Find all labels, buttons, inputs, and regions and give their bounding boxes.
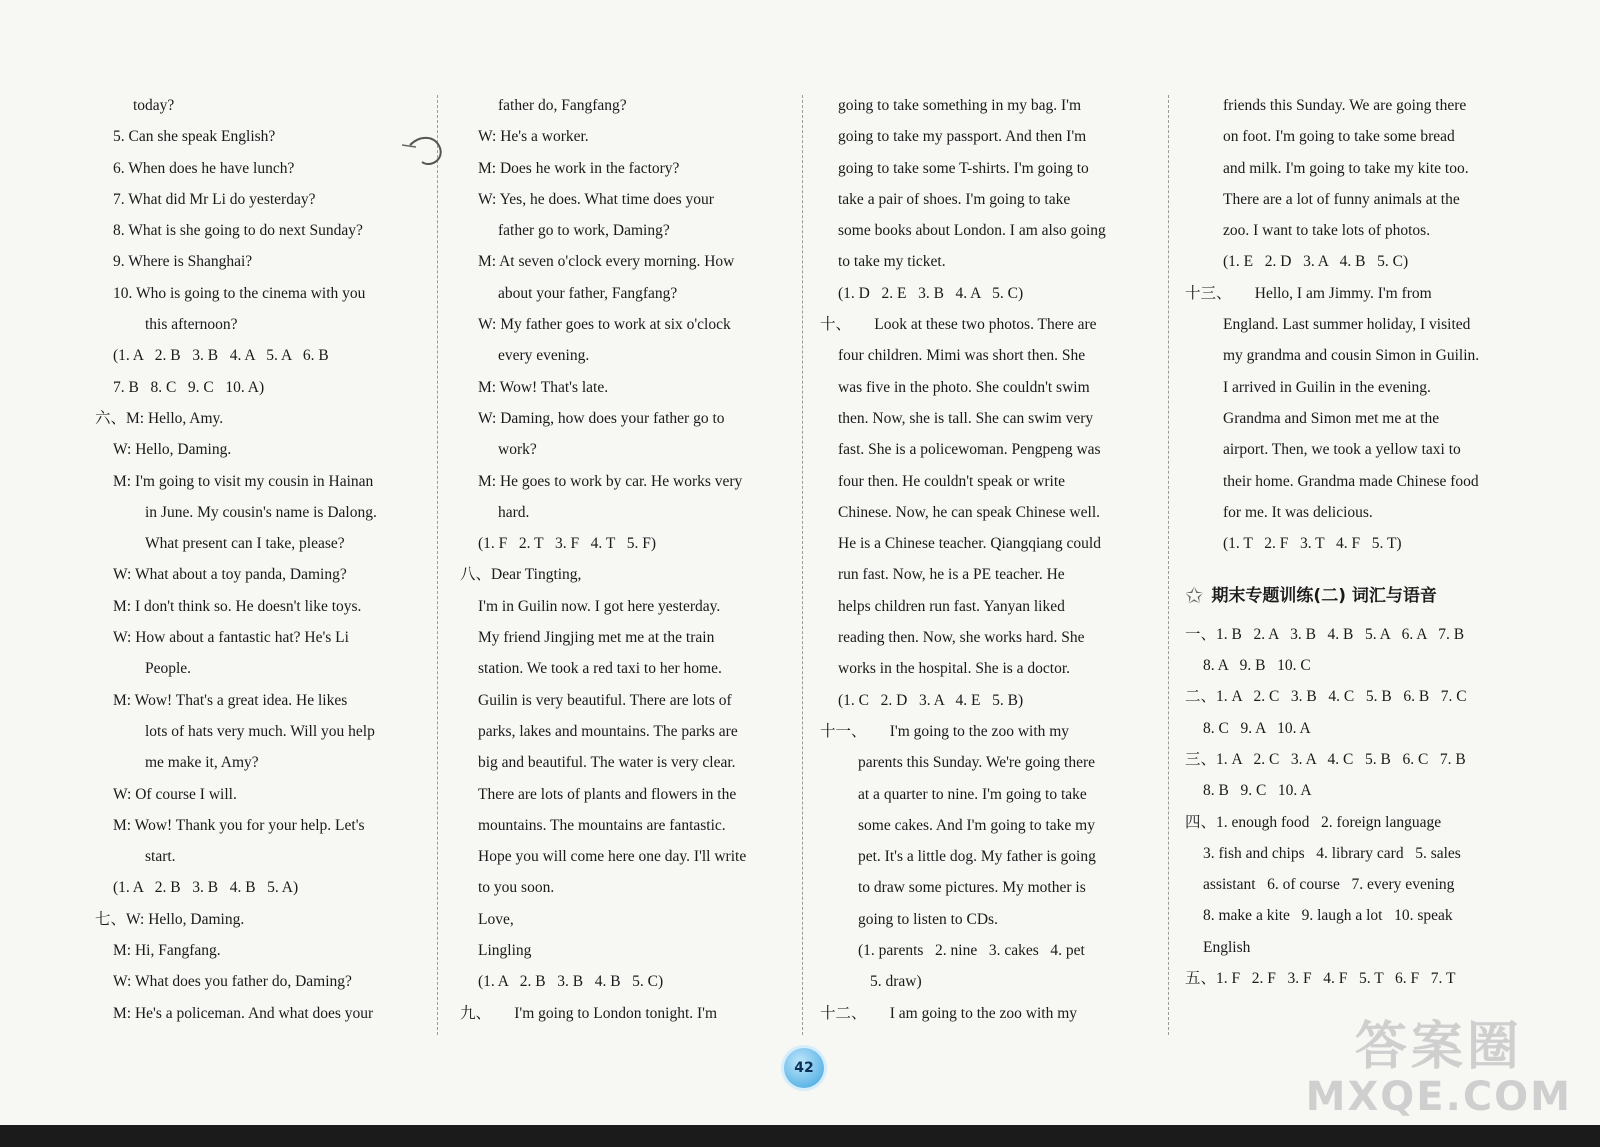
text-line: 7. B 8. C 9. C 10. A) — [113, 378, 265, 396]
watermark-line-1: 答案圈 — [1354, 1017, 1523, 1077]
text-line: 8. B 9. C 10. A — [1203, 782, 1312, 800]
text-line: 一、1. B 2. A 3. B 4. B 5. A 6. A 7. B — [1185, 625, 1465, 643]
text-line: W: How about a fantastic hat? He's Li — [113, 629, 349, 647]
text-line: take a pair of shoes. I'm going to take — [838, 190, 1071, 208]
text-line: 四、1. enough food 2. foreign language — [1185, 813, 1442, 831]
text-line: this afternoon? — [145, 316, 238, 334]
text-line: lots of hats very much. Will you help — [145, 722, 375, 740]
text-line: England. Last summer holiday, I visited — [1223, 316, 1471, 334]
text-line: and milk. I'm going to take my kite too. — [1223, 159, 1469, 177]
text-line: M: Wow! That's late. — [478, 378, 609, 396]
text-line: today? — [133, 97, 175, 114]
text-line: 5. draw) — [870, 973, 922, 991]
text-line: (1. F 2. T 3. F 4. T 5. F) — [478, 535, 657, 553]
text-line: 五、1. F 2. F 3. F 4. F 5. T 6. F 7. T — [1185, 970, 1456, 988]
text-line: to you soon. — [478, 879, 555, 897]
text-line: then. Now, she is tall. She can swim very — [838, 409, 1094, 427]
text-line: on foot. I'm going to take some bread — [1223, 128, 1455, 146]
text-line: every evening. — [498, 347, 590, 365]
text-line: (1. T 2. F 3. T 4. F 5. T) — [1223, 535, 1402, 553]
text-line: run fast. Now, he is a PE teacher. He — [838, 566, 1065, 584]
text-line: M: Wow! Thank you for your help. Let's — [113, 816, 365, 834]
text-line: big and beautiful. The water is very clear. — [478, 754, 736, 772]
text-line: M: He's a policeman. And what does your — [113, 1004, 374, 1022]
text-line: I arrived in Guilin in the evening. — [1223, 378, 1431, 396]
text-line: 6. When does he have lunch? — [113, 159, 295, 177]
text-line: station. We took a red taxi to her home. — [478, 660, 722, 678]
text-line: 六、M: Hello, Amy. — [95, 409, 224, 427]
page-edge — [0, 1125, 1600, 1147]
text-line: Lingling — [478, 942, 532, 960]
column-divider — [802, 95, 803, 1035]
text-line: four children. Mimi was short then. She — [838, 347, 1086, 365]
text-line: 七、W: Hello, Daming. — [95, 910, 245, 928]
text-line: 三、1. A 2. C 3. A 4. C 5. B 6. C 7. B — [1185, 750, 1466, 768]
text-line: (1. D 2. E 3. B 4. A 5. C) — [838, 284, 1024, 302]
section-heading — [1185, 581, 1530, 612]
text-line: I'm in Guilin now. I got here yesterday. — [478, 597, 721, 615]
text-line: W: Yes, he does. What time does your — [478, 190, 714, 208]
column-3 — [820, 90, 1160, 1029]
text-line: M: Does he work in the factory? — [478, 159, 680, 177]
vocab-answers-block — [1185, 619, 1530, 995]
text-line: assistant 6. of course 7. every evening — [1203, 876, 1455, 894]
text-line: 8. make a kite 9. laugh a lot 10. speak — [1203, 907, 1453, 925]
watermark-logo — [1306, 1019, 1572, 1119]
text-line: pet. It's a little dog. My father is going — [858, 848, 1096, 866]
text-line: (1. A 2. B 3. B 4. B 5. C) — [478, 973, 664, 991]
column-1 — [95, 90, 430, 1029]
text-line: 八、Dear Tingting, — [460, 566, 582, 584]
text-line: parks, lakes and mountains. The parks are — [478, 722, 738, 740]
text-line: 8. What is she going to do next Sunday? — [113, 222, 363, 240]
text-line: 8. C 9. A 10. A — [1203, 719, 1311, 737]
text-line: works in the hospital. She is a doctor. — [838, 660, 1071, 678]
text-line: 十二、 I am going to the zoo with my — [820, 1004, 1078, 1022]
text-line: 8. A 9. B 10. C — [1203, 657, 1311, 675]
column-4 — [1185, 90, 1530, 994]
text-line: My friend Jingjing met me at the train — [478, 629, 715, 647]
watermark-line-2: MXQE.COM — [1305, 1074, 1572, 1120]
text-line: to take my ticket. — [838, 253, 946, 271]
text-line: English — [1203, 938, 1251, 956]
text-line: (1. E 2. D 3. A 4. B 5. C) — [1223, 253, 1409, 271]
listening-answers-block — [1185, 90, 1530, 559]
text-line: W: What does you father do, Daming? — [113, 973, 352, 991]
text-line: W: Daming, how does your father go to — [478, 409, 725, 427]
text-line: (1. A 2. B 3. B 4. B 5. A) — [113, 879, 299, 897]
text-line: 十、 Look at these two photos. There are — [820, 316, 1097, 334]
text-line: 九、 I'm going to London tonight. I'm — [460, 1004, 718, 1022]
section-heading-text: 期末专题训练(二) 词汇与语音 — [1211, 586, 1437, 607]
text-line: hard. — [498, 503, 530, 521]
text-line: 10. Who is going to the cinema with you — [113, 284, 366, 302]
text-line: There are a lot of funny animals at the — [1223, 190, 1460, 208]
column-2 — [460, 90, 795, 1029]
text-line: four then. He couldn't speak or write — [838, 472, 1066, 490]
text-line: 9. Where is Shanghai? — [113, 253, 253, 271]
text-line: was five in the photo. She couldn't swim — [838, 378, 1090, 396]
text-line: 5. Can she speak English? — [113, 128, 276, 146]
text-line: fast. She is a policewoman. Pengpeng was — [838, 441, 1101, 459]
text-line: going to listen to CDs. — [858, 910, 998, 928]
text-line: People. — [145, 660, 192, 678]
text-line: friends this Sunday. We are going there — [1223, 97, 1467, 114]
text-line: some books about London. I am also going — [838, 222, 1106, 240]
text-line: their home. Grandma made Chinese food — [1223, 472, 1479, 490]
text-line: Chinese. Now, he can speak Chinese well. — [838, 503, 1100, 521]
text-line: W: Hello, Daming. — [113, 441, 232, 459]
text-line: M: I'm going to visit my cousin in Hainan — [113, 472, 374, 490]
text-line: my grandma and cousin Simon in Guilin. — [1223, 347, 1480, 365]
text-line: going to take some T-shirts. I'm going to — [838, 159, 1089, 177]
text-line: M: Wow! That's a great idea. He likes — [113, 691, 348, 709]
text-line: W: My father goes to work at six o'clock — [478, 316, 731, 334]
text-line: father do, Fangfang? — [498, 97, 627, 114]
text-line: (1. A 2. B 3. B 4. A 5. A 6. B — [113, 347, 329, 365]
text-line: some cakes. And I'm going to take my — [858, 816, 1095, 834]
text-line: W: Of course I will. — [113, 785, 237, 803]
text-line: 十一、 I'm going to the zoo with my — [820, 722, 1070, 740]
text-line: What present can I take, please? — [145, 535, 345, 553]
text-line: (1. parents 2. nine 3. cakes 4. pet — [858, 942, 1085, 960]
text-line: He is a Chinese teacher. Qiangqiang could — [838, 535, 1101, 553]
text-line: (1. C 2. D 3. A 4. E 5. B) — [838, 691, 1024, 709]
text-line: me make it, Amy? — [145, 754, 259, 772]
text-line: M: He goes to work by car. He works very — [478, 472, 743, 490]
text-line: There are lots of plants and flowers in the — [478, 785, 737, 803]
text-line: in June. My cousin's name is Dalong. — [145, 503, 377, 521]
text-line: M: At seven o'clock every morning. How — [478, 253, 735, 271]
text-line: start. — [145, 848, 176, 866]
text-line: M: Hi, Fangfang. — [113, 942, 221, 960]
text-line: going to take something in my bag. I'm — [838, 97, 1082, 114]
column-divider — [437, 95, 438, 1035]
text-line: mountains. The mountains are fantastic. — [478, 816, 726, 834]
column-divider — [1168, 95, 1169, 1035]
text-line: 3. fish and chips 4. library card 5. sales — [1203, 844, 1461, 862]
text-line: M: I don't think so. He doesn't like toys. — [113, 597, 362, 615]
text-line: Guilin is very beautiful. There are lots of — [478, 691, 732, 709]
text-line: 二、1. A 2. C 3. B 4. C 5. B 6. B 7. C — [1185, 688, 1467, 706]
text-line: about your father, Fangfang? — [498, 284, 678, 302]
text-line: going to take my passport. And then I'm — [838, 128, 1087, 146]
text-line: father go to work, Daming? — [498, 222, 670, 240]
page-number: 42 — [784, 1048, 824, 1088]
text-line: airport. Then, we took a yellow taxi to — [1223, 441, 1461, 459]
text-line: W: What about a toy panda, Daming? — [113, 566, 347, 584]
text-line: Hope you will come here one day. I'll write — [478, 848, 747, 866]
text-line: reading then. Now, she works hard. She — [838, 629, 1085, 647]
text-line: 7. What did Mr Li do yesterday? — [113, 190, 316, 208]
pen-scribble-mark — [400, 120, 460, 180]
text-line: helps children run fast. Yanyan liked — [838, 597, 1065, 615]
text-line: to draw some pictures. My mother is — [858, 879, 1086, 897]
text-line: Grandma and Simon met me at the — [1223, 409, 1440, 427]
text-line: parents this Sunday. We're going there — [858, 754, 1096, 772]
shooting-star-icon: ✩ — [1185, 584, 1204, 610]
text-line: 十三、 Hello, I am Jimmy. I'm from — [1185, 284, 1432, 302]
text-line: work? — [498, 441, 537, 459]
text-line: at a quarter to nine. I'm going to take — [858, 785, 1087, 803]
text-line: for me. It was delicious. — [1223, 503, 1373, 521]
text-line: W: He's a worker. — [478, 128, 589, 146]
text-line: zoo. I want to take lots of photos. — [1223, 222, 1431, 240]
text-line: Love, — [478, 910, 514, 928]
